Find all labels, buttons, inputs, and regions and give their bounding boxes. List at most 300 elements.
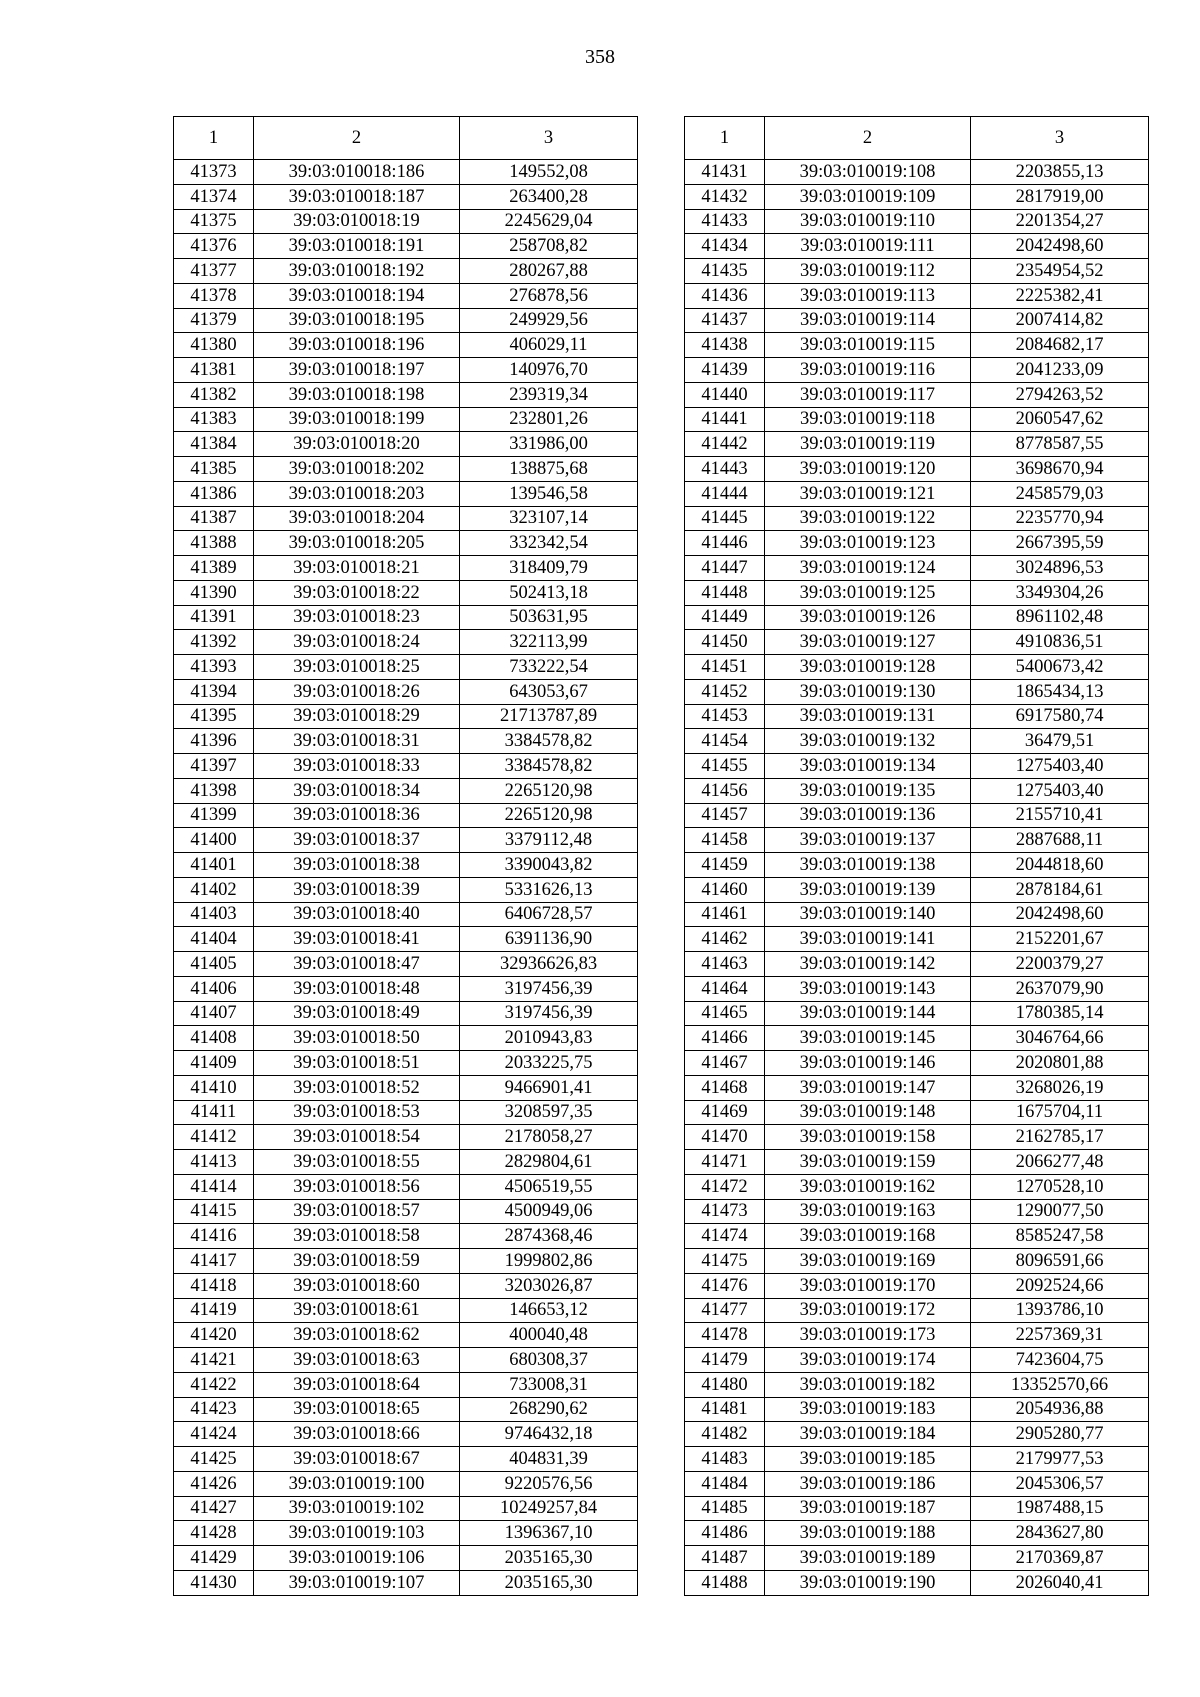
table-row [685, 902, 1149, 927]
table-row [174, 531, 638, 556]
table-row [685, 382, 1149, 407]
table-row [685, 1026, 1149, 1051]
row-number-cell: 41443 [685, 457, 765, 482]
cadastral-number-cell: 39:03:010019:102 [254, 1496, 460, 1521]
value-cell: 149552,08 [460, 160, 638, 185]
row-number-cell: 41408 [174, 1026, 254, 1051]
table-row [685, 1372, 1149, 1397]
value-cell: 9746432,18 [460, 1422, 638, 1447]
value-cell: 263400,28 [460, 184, 638, 209]
cadastral-number-cell: 39:03:010018:29 [254, 704, 460, 729]
table-row [174, 828, 638, 853]
cadastral-number-cell: 39:03:010019:173 [765, 1323, 971, 1348]
column-header-number: 1 [685, 117, 765, 160]
cadastral-number-cell: 39:03:010019:139 [765, 877, 971, 902]
row-number-cell: 41396 [174, 729, 254, 754]
value-cell: 2044818,60 [971, 853, 1149, 878]
table-row [174, 1199, 638, 1224]
value-cell: 8778587,55 [971, 432, 1149, 457]
cadastral-number-cell: 39:03:010018:191 [254, 234, 460, 259]
value-cell: 2033225,75 [460, 1051, 638, 1076]
table-row [685, 1224, 1149, 1249]
table-row [685, 976, 1149, 1001]
table-row [685, 1273, 1149, 1298]
row-number-cell: 41388 [174, 531, 254, 556]
value-cell: 2265120,98 [460, 803, 638, 828]
table-row [174, 580, 638, 605]
row-number-cell: 41432 [685, 184, 765, 209]
cadastral-number-cell: 39:03:010019:168 [765, 1224, 971, 1249]
cadastral-number-cell: 39:03:010019:112 [765, 259, 971, 284]
table-row [685, 1199, 1149, 1224]
row-number-cell: 41441 [685, 407, 765, 432]
row-number-cell: 41397 [174, 754, 254, 779]
value-cell: 2155710,41 [971, 803, 1149, 828]
table-row [174, 877, 638, 902]
row-number-cell: 41416 [174, 1224, 254, 1249]
row-number-cell: 41399 [174, 803, 254, 828]
row-number-cell: 41386 [174, 481, 254, 506]
value-cell: 643053,67 [460, 679, 638, 704]
value-cell: 21713787,89 [460, 704, 638, 729]
row-number-cell: 41430 [174, 1570, 254, 1595]
value-cell: 3203026,87 [460, 1273, 638, 1298]
cadastral-number-cell: 39:03:010018:49 [254, 1001, 460, 1026]
cadastral-number-cell: 39:03:010018:187 [254, 184, 460, 209]
cadastral-number-cell: 39:03:010018:194 [254, 283, 460, 308]
row-number-cell: 41393 [174, 655, 254, 680]
value-cell: 318409,79 [460, 556, 638, 581]
table-row [685, 358, 1149, 383]
cadastral-number-cell: 39:03:010019:125 [765, 580, 971, 605]
row-number-cell: 41468 [685, 1075, 765, 1100]
value-cell: 232801,26 [460, 407, 638, 432]
row-number-cell: 41403 [174, 902, 254, 927]
row-number-cell: 41483 [685, 1447, 765, 1472]
value-cell: 2817919,00 [971, 184, 1149, 209]
value-cell: 2084682,17 [971, 333, 1149, 358]
value-cell: 2035165,30 [460, 1570, 638, 1595]
value-cell: 2265120,98 [460, 778, 638, 803]
row-number-cell: 41437 [685, 308, 765, 333]
value-cell: 8585247,58 [971, 1224, 1149, 1249]
value-cell: 6391136,90 [460, 927, 638, 952]
value-cell: 406029,11 [460, 333, 638, 358]
column-header-number: 1 [174, 117, 254, 160]
table-row [685, 184, 1149, 209]
cadastral-number-cell: 39:03:010019:185 [765, 1447, 971, 1472]
table-row [174, 605, 638, 630]
row-number-cell: 41454 [685, 729, 765, 754]
row-number-cell: 41374 [174, 184, 254, 209]
table-row [685, 729, 1149, 754]
table-row [174, 630, 638, 655]
row-number-cell: 41469 [685, 1100, 765, 1125]
cadastral-number-cell: 39:03:010018:24 [254, 630, 460, 655]
cadastral-number-cell: 39:03:010019:146 [765, 1051, 971, 1076]
row-number-cell: 41446 [685, 531, 765, 556]
value-cell: 8096591,66 [971, 1249, 1149, 1274]
row-number-cell: 41411 [174, 1100, 254, 1125]
row-number-cell: 41407 [174, 1001, 254, 1026]
row-number-cell: 41376 [174, 234, 254, 259]
value-cell: 5400673,42 [971, 655, 1149, 680]
row-number-cell: 41373 [174, 160, 254, 185]
row-number-cell: 41439 [685, 358, 765, 383]
cadastral-number-cell: 39:03:010018:61 [254, 1298, 460, 1323]
table-row [685, 283, 1149, 308]
table-row [685, 1447, 1149, 1472]
cadastral-number-cell: 39:03:010019:145 [765, 1026, 971, 1051]
row-number-cell: 41442 [685, 432, 765, 457]
value-cell: 276878,56 [460, 283, 638, 308]
table-row [174, 1051, 638, 1076]
table-row [685, 679, 1149, 704]
table-row [174, 432, 638, 457]
value-cell: 2245629,04 [460, 209, 638, 234]
cadastral-number-cell: 39:03:010019:115 [765, 333, 971, 358]
table-row [685, 927, 1149, 952]
value-cell: 332342,54 [460, 531, 638, 556]
table-row [685, 1100, 1149, 1125]
value-cell: 3390043,82 [460, 853, 638, 878]
cadastral-number-cell: 39:03:010019:103 [254, 1521, 460, 1546]
table-row [685, 259, 1149, 284]
value-cell: 2905280,77 [971, 1422, 1149, 1447]
cadastral-number-cell: 39:03:010019:141 [765, 927, 971, 952]
row-number-cell: 41412 [174, 1125, 254, 1150]
cadastral-number-cell: 39:03:010018:204 [254, 506, 460, 531]
row-number-cell: 41471 [685, 1150, 765, 1175]
value-cell: 3384578,82 [460, 729, 638, 754]
table-row [685, 556, 1149, 581]
table-row [174, 1471, 638, 1496]
row-number-cell: 41457 [685, 803, 765, 828]
value-cell: 4910836,51 [971, 630, 1149, 655]
cadastral-number-cell: 39:03:010019:187 [765, 1496, 971, 1521]
cadastral-number-cell: 39:03:010018:67 [254, 1447, 460, 1472]
row-number-cell: 41427 [174, 1496, 254, 1521]
cadastral-number-cell: 39:03:010019:134 [765, 754, 971, 779]
value-cell: 3268026,19 [971, 1075, 1149, 1100]
value-cell: 1393786,10 [971, 1298, 1149, 1323]
row-number-cell: 41470 [685, 1125, 765, 1150]
cadastral-number-cell: 39:03:010019:122 [765, 506, 971, 531]
cadastral-number-cell: 39:03:010018:50 [254, 1026, 460, 1051]
cadastral-number-cell: 39:03:010019:109 [765, 184, 971, 209]
table-row [174, 1224, 638, 1249]
cadastral-number-cell: 39:03:010018:199 [254, 407, 460, 432]
table-row [685, 1174, 1149, 1199]
cadastral-number-cell: 39:03:010019:158 [765, 1125, 971, 1150]
row-number-cell: 41456 [685, 778, 765, 803]
cadastral-number-cell: 39:03:010019:183 [765, 1397, 971, 1422]
table-row [174, 1447, 638, 1472]
row-number-cell: 41458 [685, 828, 765, 853]
cadastral-number-cell: 39:03:010019:128 [765, 655, 971, 680]
value-cell: 2887688,11 [971, 828, 1149, 853]
value-cell: 10249257,84 [460, 1496, 638, 1521]
value-cell: 2152201,67 [971, 927, 1149, 952]
row-number-cell: 41400 [174, 828, 254, 853]
row-number-cell: 41445 [685, 506, 765, 531]
cadastral-number-cell: 39:03:010019:131 [765, 704, 971, 729]
cadastral-number-cell: 39:03:010019:174 [765, 1348, 971, 1373]
table-row [685, 160, 1149, 185]
cadastral-number-cell: 39:03:010018:41 [254, 927, 460, 952]
cadastral-number-cell: 39:03:010019:136 [765, 803, 971, 828]
cadastral-number-cell: 39:03:010019:142 [765, 952, 971, 977]
row-number-cell: 41382 [174, 382, 254, 407]
row-number-cell: 41385 [174, 457, 254, 482]
row-number-cell: 41429 [174, 1546, 254, 1571]
table-row [174, 655, 638, 680]
row-number-cell: 41438 [685, 333, 765, 358]
cadastral-number-cell: 39:03:010019:189 [765, 1546, 971, 1571]
row-number-cell: 41420 [174, 1323, 254, 1348]
table-row [174, 927, 638, 952]
value-cell: 2179977,53 [971, 1447, 1149, 1472]
table-row [174, 902, 638, 927]
value-cell: 3698670,94 [971, 457, 1149, 482]
value-cell: 1270528,10 [971, 1174, 1149, 1199]
value-cell: 140976,70 [460, 358, 638, 383]
table-row [685, 1570, 1149, 1595]
value-cell: 6406728,57 [460, 902, 638, 927]
cadastral-number-cell: 39:03:010019:170 [765, 1273, 971, 1298]
value-cell: 9466901,41 [460, 1075, 638, 1100]
row-number-cell: 41425 [174, 1447, 254, 1472]
table-row [174, 1273, 638, 1298]
cadastral-number-cell: 39:03:010018:59 [254, 1249, 460, 1274]
cadastral-number-cell: 39:03:010019:119 [765, 432, 971, 457]
value-cell: 2458579,03 [971, 481, 1149, 506]
value-cell: 2201354,27 [971, 209, 1149, 234]
cadastral-number-cell: 39:03:010018:54 [254, 1125, 460, 1150]
table-row [174, 1100, 638, 1125]
page-number: 358 [585, 46, 615, 68]
table-row [685, 531, 1149, 556]
table-row [685, 1051, 1149, 1076]
value-cell: 2354954,52 [971, 259, 1149, 284]
value-cell: 258708,82 [460, 234, 638, 259]
table-row [174, 729, 638, 754]
table-row [174, 1496, 638, 1521]
table-row [685, 1422, 1149, 1447]
table-row [174, 704, 638, 729]
cadastral-number-cell: 39:03:010019:121 [765, 481, 971, 506]
row-number-cell: 41419 [174, 1298, 254, 1323]
row-number-cell: 41473 [685, 1199, 765, 1224]
row-number-cell: 41380 [174, 333, 254, 358]
table-row [174, 184, 638, 209]
value-cell: 2060547,62 [971, 407, 1149, 432]
table-row [685, 333, 1149, 358]
row-number-cell: 41479 [685, 1348, 765, 1373]
table-row [174, 308, 638, 333]
row-number-cell: 41477 [685, 1298, 765, 1323]
table-row [174, 259, 638, 284]
row-number-cell: 41377 [174, 259, 254, 284]
row-number-cell: 41435 [685, 259, 765, 284]
row-number-cell: 41417 [174, 1249, 254, 1274]
table-row [174, 754, 638, 779]
cadastral-number-cell: 39:03:010019:137 [765, 828, 971, 853]
value-cell: 3384578,82 [460, 754, 638, 779]
value-cell: 2066277,48 [971, 1150, 1149, 1175]
row-number-cell: 41485 [685, 1496, 765, 1521]
column-header-value: 3 [460, 117, 638, 160]
row-number-cell: 41387 [174, 506, 254, 531]
value-cell: 249929,56 [460, 308, 638, 333]
value-cell: 2162785,17 [971, 1125, 1149, 1150]
row-number-cell: 41461 [685, 902, 765, 927]
table-row [174, 283, 638, 308]
cadastral-number-cell: 39:03:010018:23 [254, 605, 460, 630]
table-header-row [685, 117, 1149, 160]
cadastral-number-cell: 39:03:010019:186 [765, 1471, 971, 1496]
cadastral-number-cell: 39:03:010018:203 [254, 481, 460, 506]
row-number-cell: 41474 [685, 1224, 765, 1249]
value-cell: 13352570,66 [971, 1372, 1149, 1397]
table-row [685, 308, 1149, 333]
value-cell: 36479,51 [971, 729, 1149, 754]
cadastral-number-cell: 39:03:010019:127 [765, 630, 971, 655]
cadastral-number-cell: 39:03:010018:37 [254, 828, 460, 853]
table-row [685, 803, 1149, 828]
value-cell: 331986,00 [460, 432, 638, 457]
row-number-cell: 41455 [685, 754, 765, 779]
table-row [174, 1570, 638, 1595]
cadastral-number-cell: 39:03:010019:182 [765, 1372, 971, 1397]
table-row [685, 1075, 1149, 1100]
value-cell: 1275403,40 [971, 754, 1149, 779]
value-cell: 146653,12 [460, 1298, 638, 1323]
table-row [685, 704, 1149, 729]
value-cell: 680308,37 [460, 1348, 638, 1373]
value-cell: 2203855,13 [971, 160, 1149, 185]
table-row [174, 1249, 638, 1274]
cadastral-number-cell: 39:03:010019:172 [765, 1298, 971, 1323]
value-cell: 733008,31 [460, 1372, 638, 1397]
cadastral-number-cell: 39:03:010018:58 [254, 1224, 460, 1249]
value-cell: 2257369,31 [971, 1323, 1149, 1348]
table-row [685, 828, 1149, 853]
row-number-cell: 41463 [685, 952, 765, 977]
table-row [174, 1075, 638, 1100]
table-row [685, 1546, 1149, 1571]
row-number-cell: 41405 [174, 952, 254, 977]
cadastral-number-cell: 39:03:010018:65 [254, 1397, 460, 1422]
row-number-cell: 41394 [174, 679, 254, 704]
table-row [685, 234, 1149, 259]
row-number-cell: 41426 [174, 1471, 254, 1496]
cadastral-number-cell: 39:03:010018:197 [254, 358, 460, 383]
value-cell: 3379112,48 [460, 828, 638, 853]
cadastral-number-cell: 39:03:010019:138 [765, 853, 971, 878]
cadastral-number-cell: 39:03:010018:192 [254, 259, 460, 284]
value-cell: 2829804,61 [460, 1150, 638, 1175]
cadastral-number-cell: 39:03:010018:62 [254, 1323, 460, 1348]
row-number-cell: 41434 [685, 234, 765, 259]
table-row [174, 382, 638, 407]
value-cell: 2794263,52 [971, 382, 1149, 407]
table-row [174, 1026, 638, 1051]
row-number-cell: 41415 [174, 1199, 254, 1224]
row-number-cell: 41375 [174, 209, 254, 234]
cadastral-number-cell: 39:03:010019:116 [765, 358, 971, 383]
row-number-cell: 41409 [174, 1051, 254, 1076]
value-cell: 2843627,80 [971, 1521, 1149, 1546]
row-number-cell: 41402 [174, 877, 254, 902]
table-row [174, 1422, 638, 1447]
table-row [685, 481, 1149, 506]
table-row [685, 1348, 1149, 1373]
value-cell: 2010943,83 [460, 1026, 638, 1051]
value-cell: 2054936,88 [971, 1397, 1149, 1422]
table-row [174, 1150, 638, 1175]
row-number-cell: 41465 [685, 1001, 765, 1026]
cadastral-number-cell: 39:03:010019:108 [765, 160, 971, 185]
row-number-cell: 41452 [685, 679, 765, 704]
cadastral-number-cell: 39:03:010018:21 [254, 556, 460, 581]
row-number-cell: 41480 [685, 1372, 765, 1397]
value-cell: 3197456,39 [460, 976, 638, 1001]
value-cell: 1780385,14 [971, 1001, 1149, 1026]
cadastral-number-cell: 39:03:010019:100 [254, 1471, 460, 1496]
row-number-cell: 41472 [685, 1174, 765, 1199]
table-row [685, 1150, 1149, 1175]
row-number-cell: 41466 [685, 1026, 765, 1051]
table-row [685, 209, 1149, 234]
table-row [685, 1249, 1149, 1274]
row-number-cell: 41449 [685, 605, 765, 630]
table-row [174, 952, 638, 977]
value-cell: 400040,48 [460, 1323, 638, 1348]
value-cell: 5331626,13 [460, 877, 638, 902]
row-number-cell: 41389 [174, 556, 254, 581]
cadastral-number-cell: 39:03:010018:198 [254, 382, 460, 407]
value-cell: 8961102,48 [971, 605, 1149, 630]
cadastral-number-cell: 39:03:010019:135 [765, 778, 971, 803]
cadastral-number-cell: 39:03:010019:117 [765, 382, 971, 407]
cadastral-number-cell: 39:03:010018:55 [254, 1150, 460, 1175]
table-row [174, 1521, 638, 1546]
table-row [685, 655, 1149, 680]
cadastral-number-cell: 39:03:010019:148 [765, 1100, 971, 1125]
table-row [685, 1397, 1149, 1422]
cadastral-number-cell: 39:03:010019:113 [765, 283, 971, 308]
row-number-cell: 41384 [174, 432, 254, 457]
cadastral-number-cell: 39:03:010018:38 [254, 853, 460, 878]
table-row [174, 209, 638, 234]
value-cell: 2042498,60 [971, 234, 1149, 259]
cadastral-number-cell: 39:03:010018:196 [254, 333, 460, 358]
table-row [174, 1174, 638, 1199]
table-row [685, 1471, 1149, 1496]
table-row [174, 457, 638, 482]
row-number-cell: 41486 [685, 1521, 765, 1546]
table-row [174, 1348, 638, 1373]
row-number-cell: 41487 [685, 1546, 765, 1571]
table-row [174, 803, 638, 828]
cadastral-number-cell: 39:03:010018:195 [254, 308, 460, 333]
value-cell: 3208597,35 [460, 1100, 638, 1125]
value-cell: 3197456,39 [460, 1001, 638, 1026]
cadastral-number-cell: 39:03:010019:188 [765, 1521, 971, 1546]
table-row [174, 976, 638, 1001]
table-row [685, 1323, 1149, 1348]
